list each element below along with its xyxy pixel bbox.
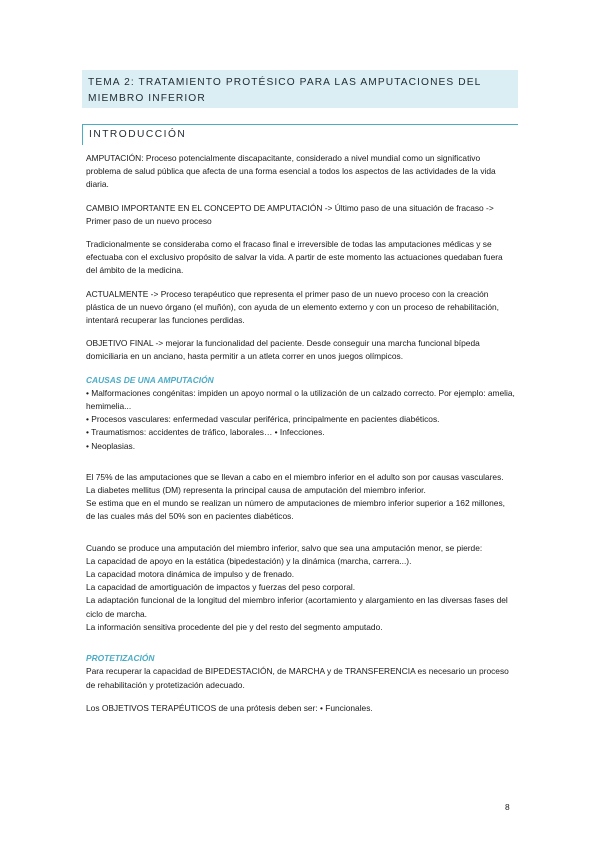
causa-item: • Traumatismos: accidentes de tráfico, laborales… • Infecciones.: [86, 427, 325, 438]
stat-line: La diabetes mellitus (DM) representa la principal causa de amputación del miembro inferior.: [86, 485, 426, 496]
causa-item: • Malformaciones congénitas: impiden un apoyo normal o la utilización de un calzado correcto. Por ejemplo: amelia, hemimelia...: [86, 387, 515, 412]
section-heading: INTRODUCCIÓN: [89, 129, 187, 140]
causas-heading: CAUSAS DE UNA AMPUTACIÓN: [86, 374, 214, 385]
causa-item: • Neoplasias.: [86, 440, 136, 451]
perdida-item: La capacidad de amortiguación de impactos y fuerzas del peso corporal.: [86, 582, 356, 593]
causa-item: • Procesos vasculares: enfermedad vascular periférica, principalmente en pacientes diabéticos.: [86, 414, 440, 425]
stat-line: El 75% de las amputaciones que se llevan a cabo en el miembro inferior en el adulto son por causas vasculares.: [86, 471, 504, 482]
protetizacion-text: Para recuperar la capacidad de BIPEDESTACIÓN, de MARCHA y de TRANSFERENCIA es necesario un proceso de rehabilitación y protetización adecuado.: [86, 666, 509, 690]
paragraph-cambio: CAMBIO IMPORTANTE EN EL CONCEPTO DE AMPUTACIÓN -> Último paso de una situación de fracaso -> Primer paso de un nuevo proceso: [86, 202, 494, 226]
paragraph-objetivo: OBJETIVO FINAL -> mejorar la funcionalidad del paciente. Desde conseguir una marcha funcional bípeda domiciliaria en un anciano, hasta permitir a un atleta correr en unos juegos olímpicos.: [86, 338, 480, 362]
perdidas-intro: Cuando se produce una amputación del miembro inferior, salvo que sea una amputación menor, se pierde:: [86, 542, 483, 553]
paragraph-amputacion: AMPUTACIÓN: Proceso potencialmente discapacitante, considerado a nivel mundial como un significativo problema de salud pública que afecta de una forma esencial a todos los aspectos de las actividades de la vida diaria.: [86, 153, 496, 190]
chapter-title-box: [82, 70, 518, 108]
chapter-title: TEMA 2: TRATAMIENTO PROTÉSICO PARA LAS AMPUTACIONES DEL MIEMBRO INFERIOR: [88, 77, 481, 104]
stat-line: Se estima que en el mundo se realizan un número de amputaciones de miembro inferior superior a 162 millones, de las cuales más del 50% son en pacientes diabéticos.: [86, 498, 505, 522]
perdida-item: La capacidad de apoyo en la estática (bipedestación) y la dinámica (marcha, carrera...).: [86, 555, 412, 566]
perdida-item: La información sensitiva procedente del pie y del resto del segmento amputado.: [86, 621, 383, 632]
perdida-item: La adaptación funcional de la longitud del miembro inferior (acortamiento y alargamiento en las diversas fases del ciclo de marcha.: [86, 595, 508, 619]
perdida-item: La capacidad motora dinámica de impulso y de frenado.: [86, 569, 295, 580]
page-number: 8: [505, 802, 510, 812]
paragraph-actualmente: ACTUALMENTE -> Proceso terapéutico que representa el primer paso de un nuevo proceso con la creación plástica de un nuevo órgano (el muñón), con ayuda de un elemento externo y con un proceso de rehabilitación, intentará recuperar las funciones perdidas.: [86, 288, 499, 326]
objetivos-terapeuticos: Los OBJETIVOS TERAPÉUTICOS de una prótesis deben ser: • Funcionales.: [86, 702, 373, 713]
paragraph-tradicional: Tradicionalmente se consideraba como el fracaso final e irreversible de todas las amputaciones médicas y se efectuaba con el exclusivo propósito de salvar la vida. A partir de este momento las actuaciones quedaban fuera del ámbito de la medicina.: [86, 239, 503, 276]
body-content: [86, 152, 516, 715]
protetizacion-heading: PROTETIZACIÓN: [86, 653, 155, 664]
section-heading-box: [82, 124, 518, 145]
